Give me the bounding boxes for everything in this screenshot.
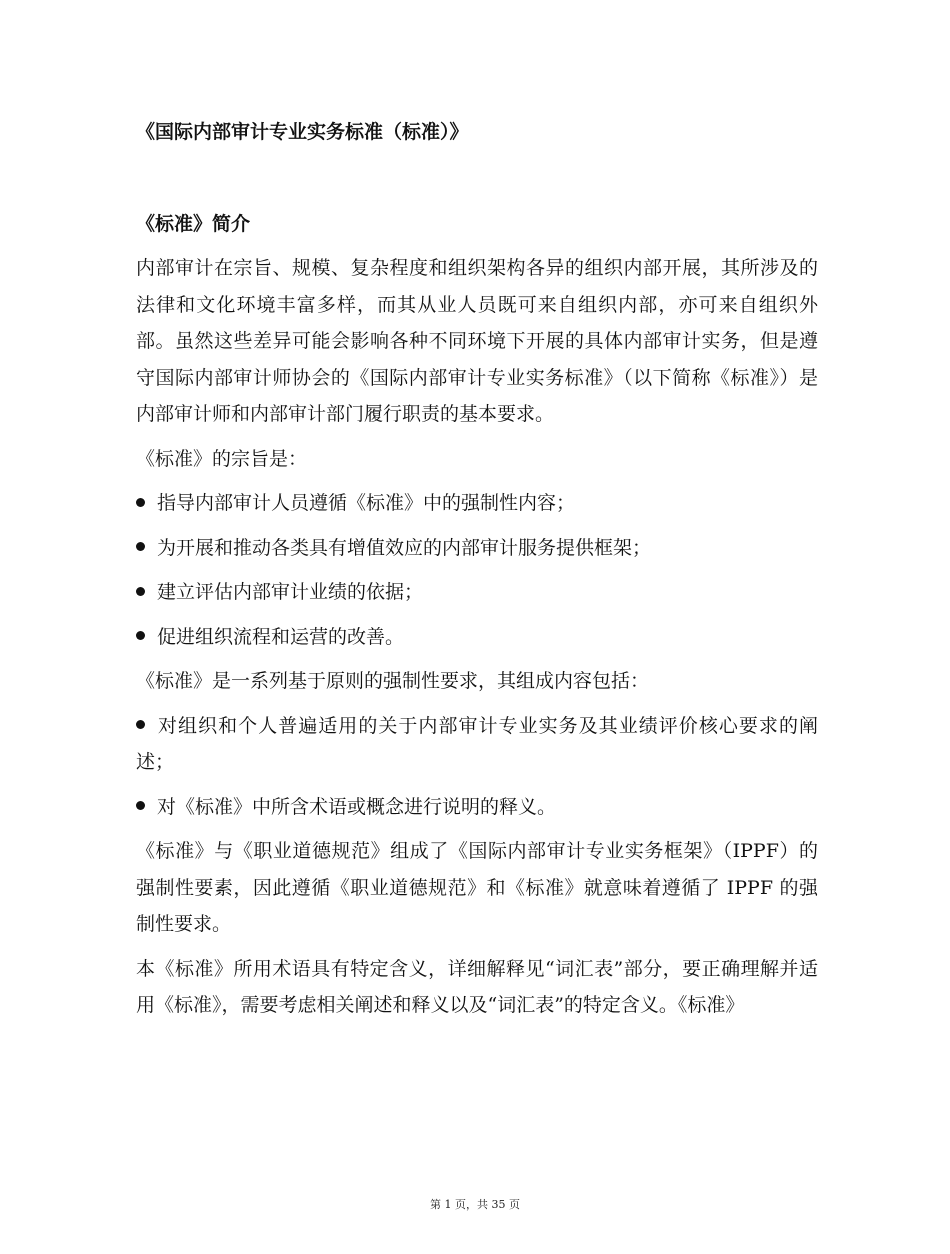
purpose-list [136,477,818,655]
document-body [136,250,818,1024]
paragraph-intro: 内部审计在宗旨、规模、复杂程度和组织架构各异的组织内部开展，其所涉及的法律和文化环境丰富多样，而其从业人员既可来自组织内部，亦可来自组织外部。虽然这些差异可能会影响各种不同环境下开展的具体内部审计实务，但是遵守国际内部审计师协会的《国际内部审计专业实务标准》（以下简称《标准》）是内部审计师和内部审计部门履行职责的基本要求。 [136,257,818,425]
list-item-text: 对《标准》中所含术语或概念进行说明的释义。 [157,795,557,818]
list-item-text: 指导内部审计人员遵循《标准》中的强制性内容； [157,492,576,514]
list-item-text: 对组织和个人普遍适用的关于内部审计专业实务及其业绩评价核心要求的阐述； [136,714,818,773]
document-title: 《国际内部审计专业实务标准（标准）》 [136,121,469,143]
list-item [136,700,818,781]
bullet-icon [136,801,145,810]
list-item-text: 建立评估内部审计业绩的依据； [157,581,424,603]
list-item [136,477,818,522]
list-item [136,781,818,826]
paragraph-glossary: 本《标准》所用术语具有特定含义，详细解释见“词汇表”部分，要正确理解并适用《标准》，需要考虑相关阐述和释义以及“词汇表”的特定含义。《标准》 [136,957,818,1016]
bullet-icon [136,498,145,507]
page-footer: 第 1 页，共 35 页 [430,1198,520,1211]
components-list [136,700,818,826]
list-item [136,522,818,567]
bullet-icon [136,720,145,729]
list-item [136,566,818,611]
paragraph-components-lead: 《标准》是一系列基于原则的强制性要求，其组成内容包括： [136,670,650,692]
bullet-icon [136,587,145,596]
bullet-icon [136,631,145,640]
list-item-text: 为开展和推动各类具有增值效应的内部审计服务提供框架； [157,536,652,559]
list-item [136,611,818,656]
bullet-icon [136,542,145,551]
list-item-text: 促进组织流程和运营的改善。 [157,625,405,648]
paragraph-purpose-lead: 《标准》的宗旨是： [136,447,308,470]
paragraph-ippf: 《标准》与《职业道德规范》组成了《国际内部审计专业实务框架》（IPPF）的强制性要素，因此遵循《职业道德规范》和《标准》就意味着遵循了 IPPF 的强制性要求。 [136,840,818,935]
section-heading: 《标准》简介 [136,213,251,235]
